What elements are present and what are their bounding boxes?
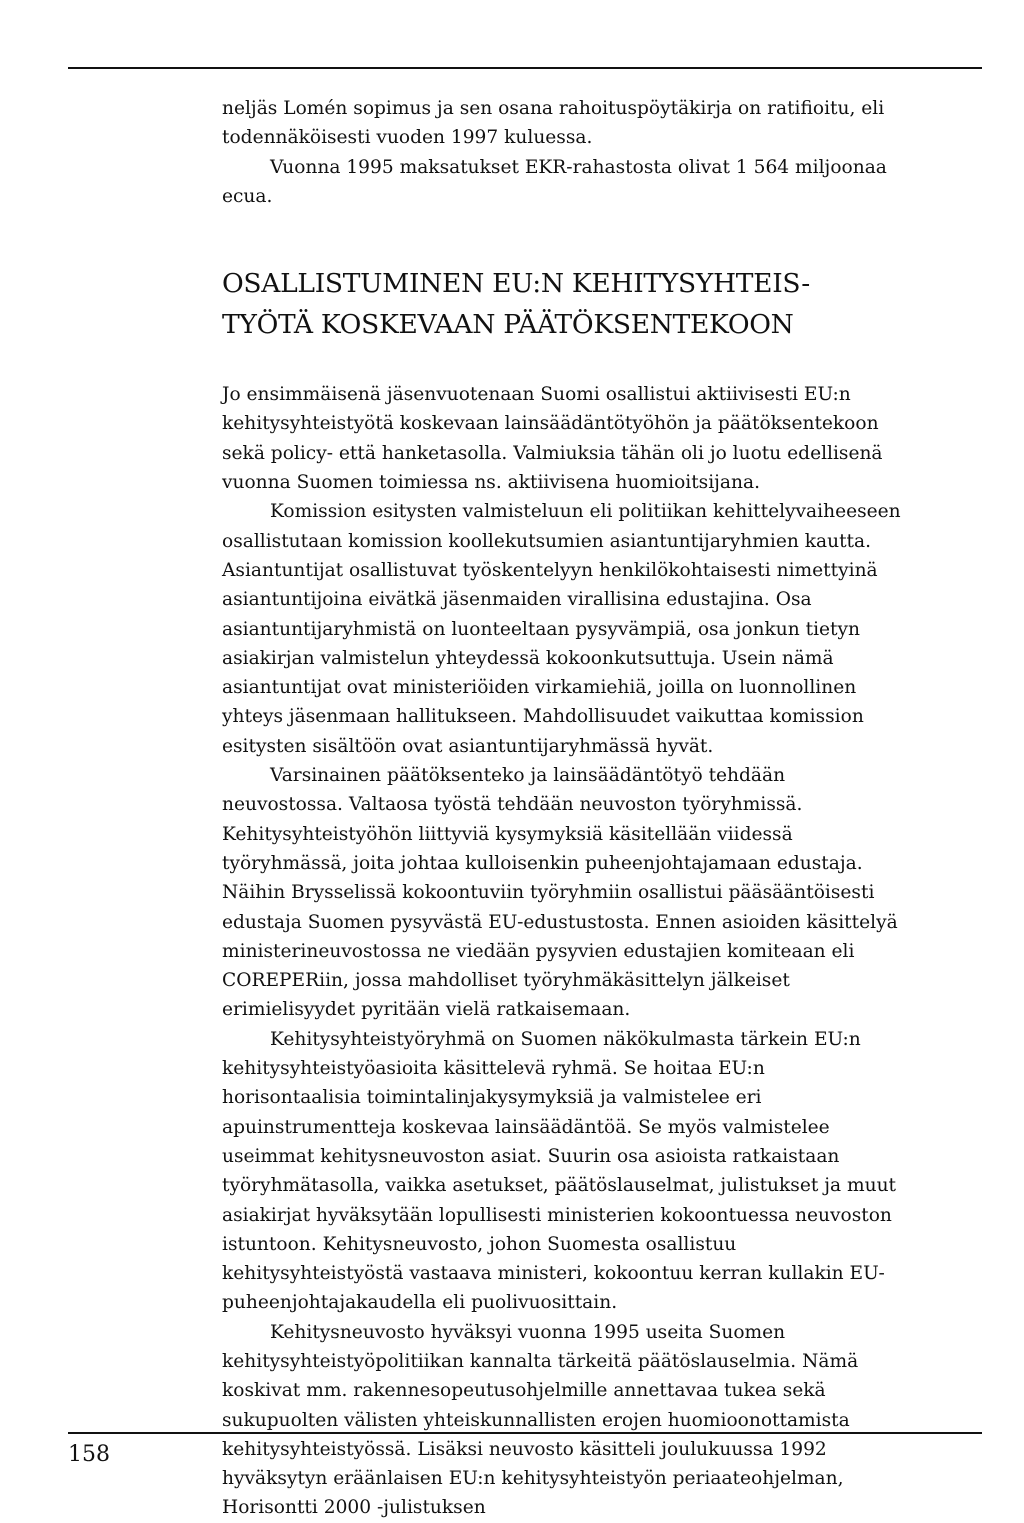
body-section	[222, 380, 906, 1523]
intro-paragraph-2: Vuonna 1995 maksatukset EKR-rahastosta olivat 1 564 miljoonaa ecua.	[222, 156, 887, 207]
section-heading-line-2: TYÖTÄ KOSKEVAAN PÄÄTÖKSENTEKOON	[222, 309, 794, 341]
intro-paragraph-1: neljäs Lomén sopimus ja sen osana rahoituspöytäkirja on ratifioitu, eli todennäköisesti vuoden 1997 kuluessa.	[222, 98, 885, 149]
section-heading-line-1: OSALLISTUMINEN EU:N KEHITYSYHTEIS-	[222, 268, 810, 300]
section-heading	[222, 263, 906, 345]
body-paragraph-3: Varsinainen päätöksenteko ja lainsäädäntötyö tehdään neuvostossa. Valtaosa työstä tehdään neuvoston työryhmissä. Kehitysyhteistyöhön liittyviä kysymyksiä käsitellään viidessä työryhmässä, joita johtaa kulloisenkin puheenjohtajamaan edustaja. Näihin Brysselissä kokoontuviin työryhmiin osallistui pääsääntöisesti edustaja Suomen pysyvästä EU-edustustosta. Ennen asioiden käsittelyä ministerineuvostossa ne viedään pysyvien edustajien komiteaan eli COREPERiin, jossa mahdolliset työryhmäkäsittelyn jälkeiset erimielisyydet pyritään vielä ratkaisemaan.	[222, 765, 898, 1021]
page-content	[222, 94, 906, 1523]
intro-section	[222, 94, 906, 211]
body-paragraph-1: Jo ensimmäisenä jäsenvuotenaan Suomi osallistui aktiivisesti EU:n kehitysyhteistyötä koskevaan lainsäädäntötyöhön ja päätöksentekoon sekä policy- että hanketasolla. Valmiuksia tähän oli jo luotu edellisenä vuonna Suomen toimiessa ns. aktiivisena huomioitsijana.	[222, 384, 883, 494]
page-number: 158	[68, 1442, 110, 1467]
body-paragraph-4: Kehitysyhteistyöryhmä on Suomen näkökulmasta tärkein EU:n kehitysyhteistyöasioita käsittelevä ryhmä. Se hoitaa EU:n horisontaalisia toimintalinjakysymyksiä ja valmistelee eri apuinstrumentteja koskevaa lainsäädäntöä. Se myös valmistelee useimmat kehitysneuvoston asiat. Suurin osa asioista ratkaistaan työryhmätasolla, vaikka asetukset, päätöslauselmat, julistukset ja muut asiakirjat hyväksytään lopullisesti ministerien kokoontuessa neuvoston istuntoon. Kehitysneuvosto, johon Suomesta osallistuu kehitysyhteistyöstä vastaava ministeri, kokoontuu kerran kullakin EU-puheenjohtajakaudella eli puolivuosittain.	[222, 1028, 897, 1314]
top-rule	[68, 67, 982, 69]
bottom-rule	[68, 1432, 982, 1434]
body-paragraph-5: Kehitysneuvosto hyväksyi vuonna 1995 useita Suomen kehitysyhteistyöpolitiikan kannalta tärkeitä päätöslauselmia. Nämä koskivat mm. rakennesopeutusohjelmille annettavaa tukea sekä sukupuolten välisten yhteiskunnallisten erojen huomioonottamista kehitysyhteistyössä. Lisäksi neuvosto käsitteli joulukuussa 1992 hyväksytyn eräänlaisen EU:n kehitysyhteistyön periaateohjelman, Horisontti 2000 -julistuksen	[222, 1321, 859, 1519]
body-paragraph-2: Komission esitysten valmisteluun eli politiikan kehittelyvaiheeseen osallistutaan komission koollekutsumien asiantuntijaryhmien kautta. Asiantuntijat osallistuvat työskentelyyn henkilökohtaisesti nimettyinä asiantuntijoina eivätkä jäsenmaiden virallisina edustajina. Osa asiantuntijaryhmistä on luonteeltaan pysyvämpiä, osa jonkun tietyn asiakirjan valmistelun yhteydessä kokoonkutsuttuja. Usein nämä asiantuntijat ovat ministeriöiden virkamiehiä, joilla on luonnollinen yhteys jäsenmaan hallitukseen. Mahdollisuudet vaikuttaa komission esitysten sisältöön ovat asiantuntijaryhmässä hyvät.	[222, 501, 901, 757]
